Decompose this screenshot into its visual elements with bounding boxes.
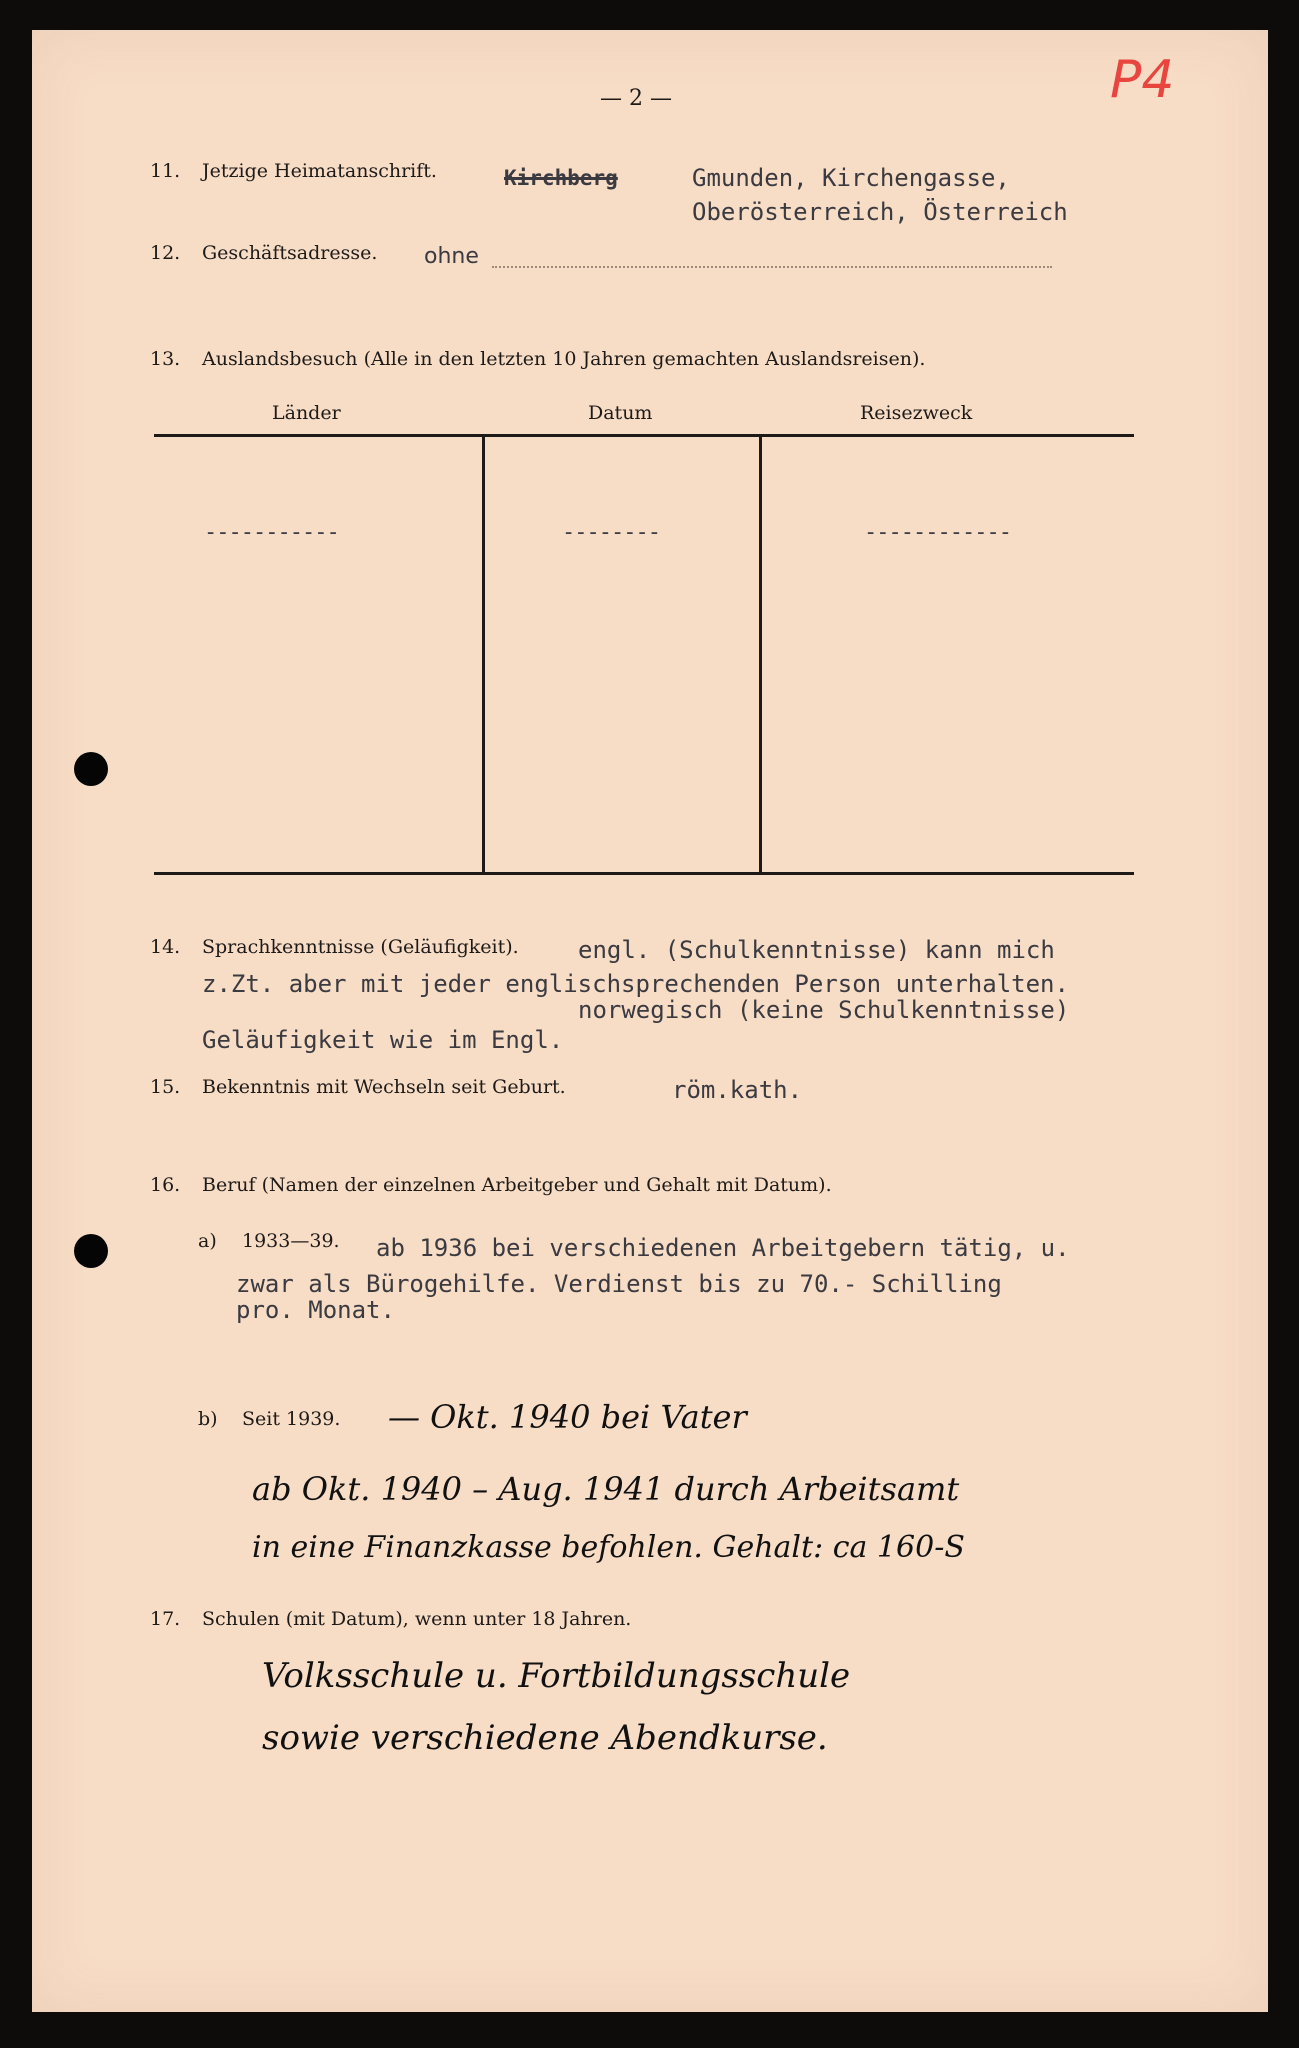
item-16b-label: b) (198, 1408, 218, 1430)
item-13-label: Auslandsbesuch (Alle in den letzten 10 Jahren gemachten Auslandsreisen). (202, 348, 926, 370)
punch-hole-lower (74, 1234, 108, 1268)
item-16a-line1: ab 1936 bei verschiedenen Arbeitgebern tätig, u. (376, 1234, 1070, 1262)
table-cell-date: -------- (562, 520, 660, 545)
item-11-address-line2: Oberösterreich, Österreich (692, 198, 1068, 226)
item-14-line2: z.Zt. aber mit jeder englischsprechenden Person unterhalten. (202, 970, 1069, 998)
table-column-divider-1 (482, 436, 485, 872)
table-header-purpose: Reisezweck (860, 402, 973, 424)
item-14-line3: norwegisch (keine Schulkenntnisse) (578, 996, 1070, 1024)
page-number: — 2 — (600, 86, 672, 111)
table-column-divider-2 (759, 436, 762, 872)
item-16-label: Beruf (Namen der einzelnen Arbeitgeber und Gehalt mit Datum). (202, 1174, 832, 1196)
item-16a-period: 1933—39. (242, 1230, 340, 1252)
item-16-number: 16. (150, 1174, 181, 1196)
item-16b-period: Seit 1939. (242, 1408, 341, 1430)
item-14-number: 14. (150, 936, 181, 958)
item-16b-line3: in eine Finanzkasse befohlen. Gehalt: ca 160-S (252, 1530, 965, 1565)
table-cell-countries: ----------- (204, 520, 339, 545)
item-13-number: 13. (150, 348, 181, 370)
item-17-line1: Volksschule u. Fortbildungsschule (262, 1656, 851, 1696)
table-header-date: Datum (588, 402, 653, 424)
item-14-line4: Geläufigkeit wie im Engl. (202, 1026, 564, 1054)
item-15-value: röm.kath. (672, 1076, 803, 1104)
item-16a-label: a) (198, 1230, 217, 1252)
item-12-value: ohne (424, 244, 479, 269)
item-17-number: 17. (150, 1608, 181, 1630)
item-11-number: 11. (150, 160, 181, 182)
item-12-label: Geschäftsadresse. (202, 242, 378, 264)
item-14-label: Sprachkenntnisse (Geläufigkeit). (202, 936, 519, 958)
item-16b-line2: ab Okt. 1940 – Aug. 1941 durch Arbeitsamt (252, 1470, 960, 1508)
item-17-line2: sowie verschiedene Abendkurse. (262, 1718, 828, 1758)
table-bottom-rule (154, 872, 1134, 875)
item-12-number: 12. (150, 242, 181, 264)
item-16a-line3: pro. Monat. (236, 1296, 395, 1324)
item-15-number: 15. (150, 1076, 181, 1098)
table-cell-purpose: ------------ (864, 520, 1011, 545)
punch-hole-upper (74, 752, 108, 786)
table-top-rule (154, 434, 1134, 437)
item-11-struck-text: Kirchberg (504, 166, 618, 190)
item-11-label: Jetzige Heimatanschrift. (202, 160, 437, 182)
page-stamp: P4 (1110, 50, 1175, 110)
table-header-countries: Länder (272, 402, 341, 424)
item-15-label: Bekenntnis mit Wechseln seit Geburt. (202, 1076, 566, 1098)
item-17-label: Schulen (mit Datum), wenn unter 18 Jahren. (202, 1608, 632, 1630)
document-page (32, 30, 1268, 2012)
item-12-dotted-line (492, 266, 1052, 268)
item-14-line1: engl. (Schulkenntnisse) kann mich (578, 936, 1055, 964)
item-16a-line2: zwar als Bürogehilfe. Verdienst bis zu 70.- Schilling (236, 1270, 1002, 1298)
item-16b-line1: — Okt. 1940 bei Vater (388, 1398, 747, 1436)
item-11-address-line1: Gmunden, Kirchengasse, (692, 164, 1010, 192)
